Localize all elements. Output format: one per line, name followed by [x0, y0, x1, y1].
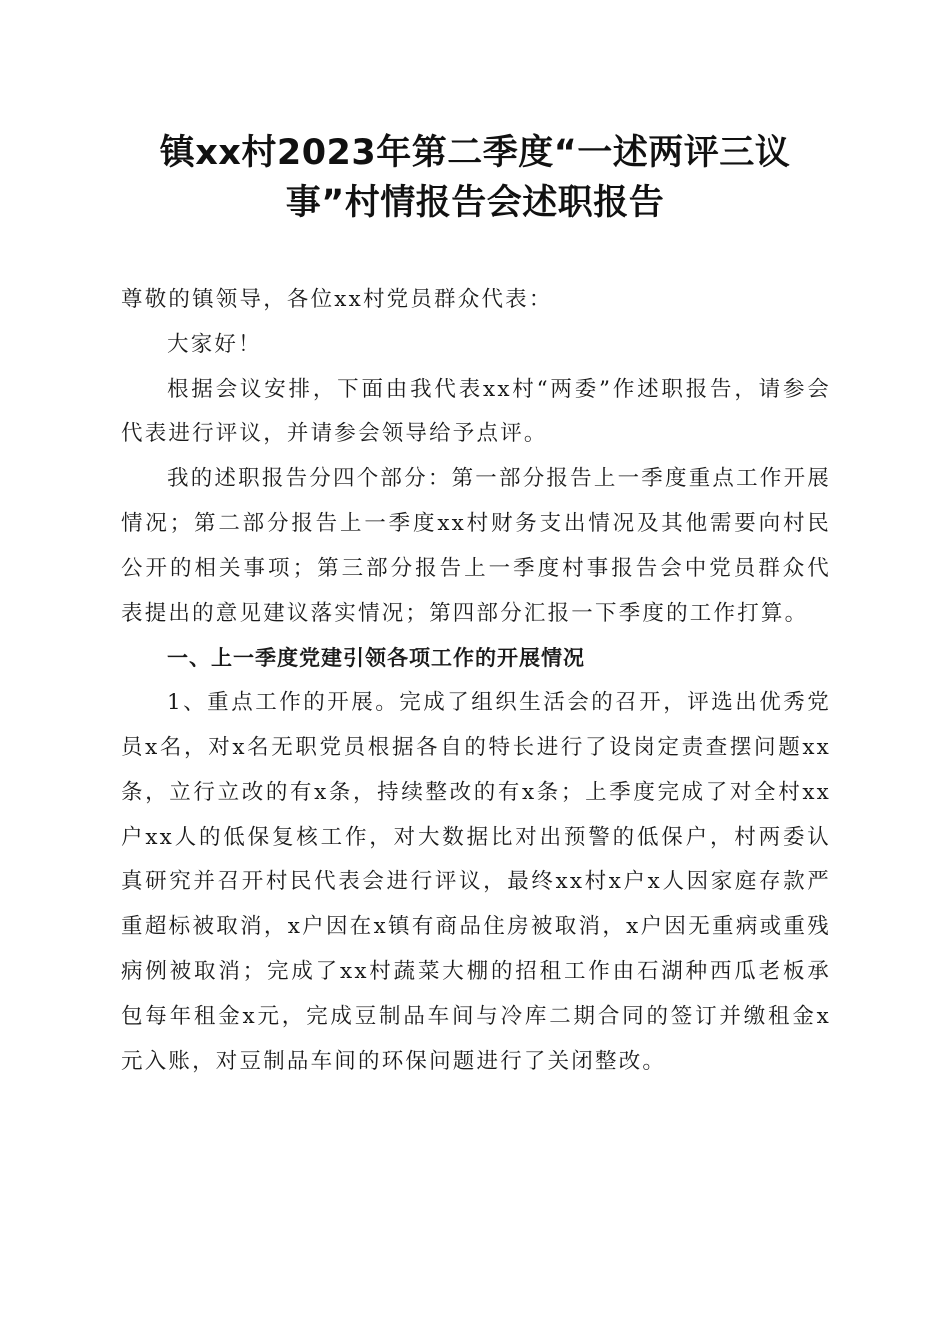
title-line-1: 镇xx村2023年第二季度“一述两评三议: [159, 133, 791, 173]
document-body: [121, 278, 831, 1084]
greeting: 大家好！: [167, 331, 262, 357]
salutation: 尊敬的镇领导，各位xx村党员群众代表：: [121, 287, 553, 312]
document-title: [60, 128, 890, 228]
title-line-2: 事”村情报告会述职报告: [285, 183, 665, 223]
paragraph-intro: 根据会议安排，下面由我代表xx村“两委”作述职报告，请参会代表进行评议，并请参会领导给予点评。: [121, 376, 831, 447]
section-heading-1: 一、上一季度党建引领各项工作的开展情况: [167, 646, 585, 671]
section-1-item-1: 1、重点工作的开展。完成了组织生活会的召开，评选出优秀党员x名，对x名无职党员根据各自的特长进行了设岗定责查摆问题xx条，立行立改的有x条，持续整改的有x条；上季度完成了对全村xx户xx人的低保复核工作，对大数据比对出预警的低保户，村两委认真研究并召开村民代表会进行评议，最终xx村x户x人因家庭存款严重超标被取消，x户因在x镇有商品住房被取消，x户因无重病或重残病例被取消；完成了xx村蔬菜大棚的招租工作由石湖种西瓜老板承包每年租金x元，完成豆制品车间与冷库二期合同的签订并缴租金x元入账，对豆制品车间的环保问题进行了关闭整改。: [121, 690, 831, 1074]
paragraph-outline: 我的述职报告分四个部分：第一部分报告上一季度重点工作开展情况；第二部分报告上一季度xx村财务支出情况及其他需要向村民公开的相关事项；第三部分报告上一季度村事报告会中党员群众代表提出的意见建议落实情况；第四部分汇报一下季度的工作打算。: [121, 466, 831, 626]
